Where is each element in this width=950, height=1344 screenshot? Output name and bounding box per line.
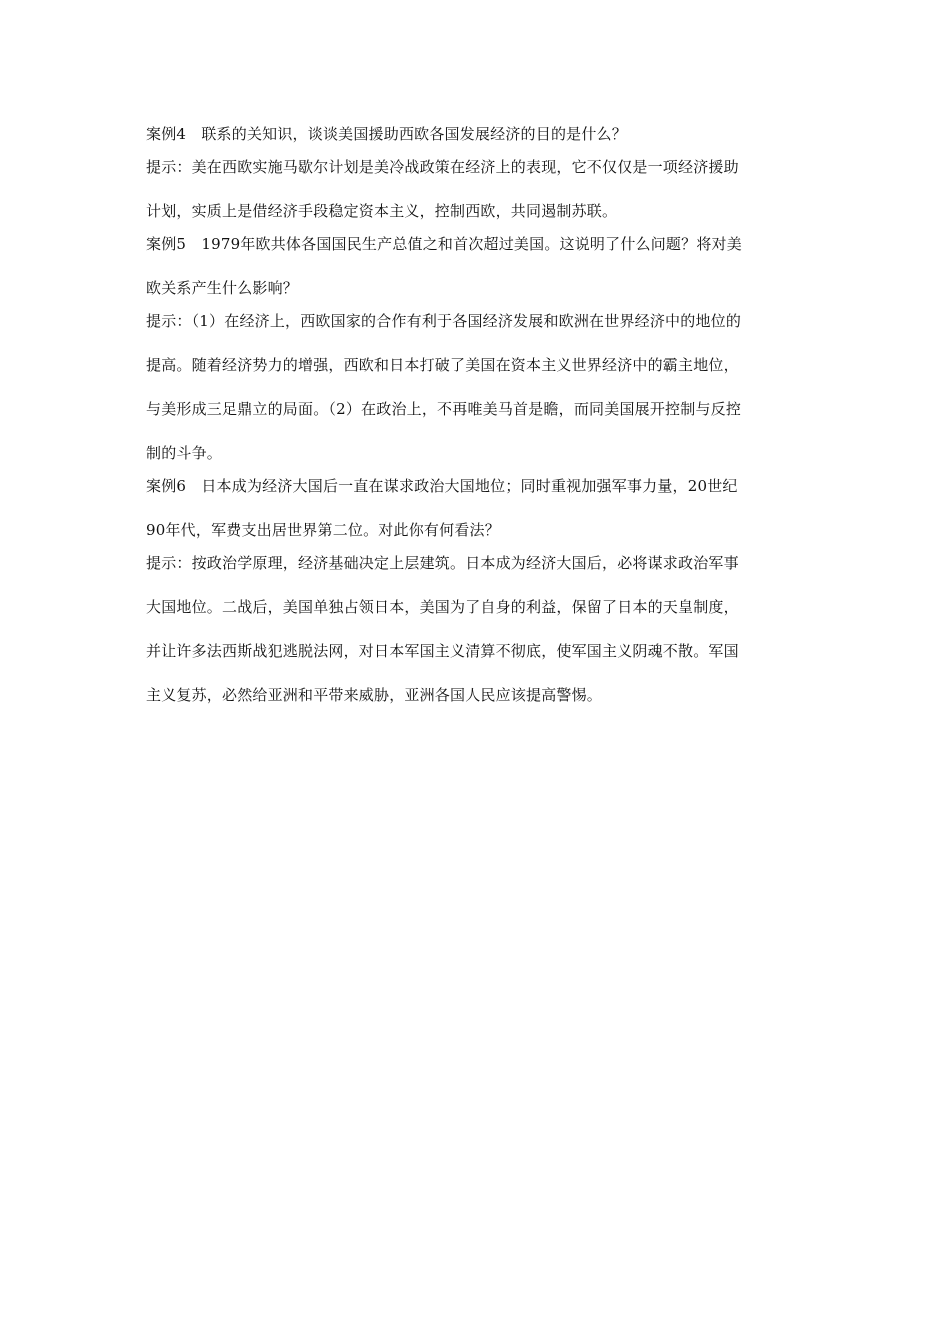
case-5-hint-line-2: 提高。随着经济势力的增强，西欧和日本打破了美国在资本主义世界经济中的霸主地位，: [146, 356, 739, 374]
case-6-hint-line-2: 大国地位。二战后，美国单独占领日本，美国为了自身的利益，保留了日本的天皇制度，: [146, 598, 739, 616]
case-6-question-line-1: 案例6 日本成为经济大国后一直在谋求政治大国地位；同时重视加强军事力量，20世纪: [146, 477, 738, 495]
case-5-hint-line-4: 制的斗争。: [146, 444, 223, 462]
case-5-hint-line-3: 与美形成三足鼎立的局面。（2）在政治上，不再唯美马首是瞻，而同美国展开控制与反控: [146, 400, 742, 418]
case-5-hint-line-1: 提示：（1）在经济上，西欧国家的合作有利于各国经济发展和欧洲在世界经济中的地位的: [146, 312, 742, 330]
case-4-hint-line-1: 提示：美在西欧实施马歇尔计划是美冷战政策在经济上的表现，它不仅仅是一项经济援助: [146, 158, 739, 176]
case-6-hint-line-4: 主义复苏，必然给亚洲和平带来威胁，亚洲各国人民应该提高警惕。: [146, 686, 603, 704]
case-5-question-line-1: 案例5 1979年欧共体各国国民生产总值之和首次超过美国。这说明了什么问题？将对美: [146, 235, 742, 253]
case-4-hint-line-2: 计划，实质上是借经济手段稳定资本主义，控制西欧，共同遏制苏联。: [146, 202, 618, 220]
case-6-hint-line-1: 提示：按政治学原理，经济基础决定上层建筑。日本成为经济大国后，必将谋求政治军事: [146, 554, 739, 572]
case-6-hint-line-3: 并让许多法西斯战犯逃脱法网，对日本军国主义清算不彻底，使军国主义阴魂不散。军国: [146, 642, 739, 660]
case-6-question-line-2: 90年代，军费支出居世界第二位。对此你有何看法？: [146, 521, 500, 539]
case-4-question: 案例4 联系的关知识，谈谈美国援助西欧各国发展经济的目的是什么？: [146, 125, 627, 143]
case-5-question-line-2: 欧关系产生什么影响？: [146, 279, 299, 297]
document-body: [146, 124, 808, 705]
